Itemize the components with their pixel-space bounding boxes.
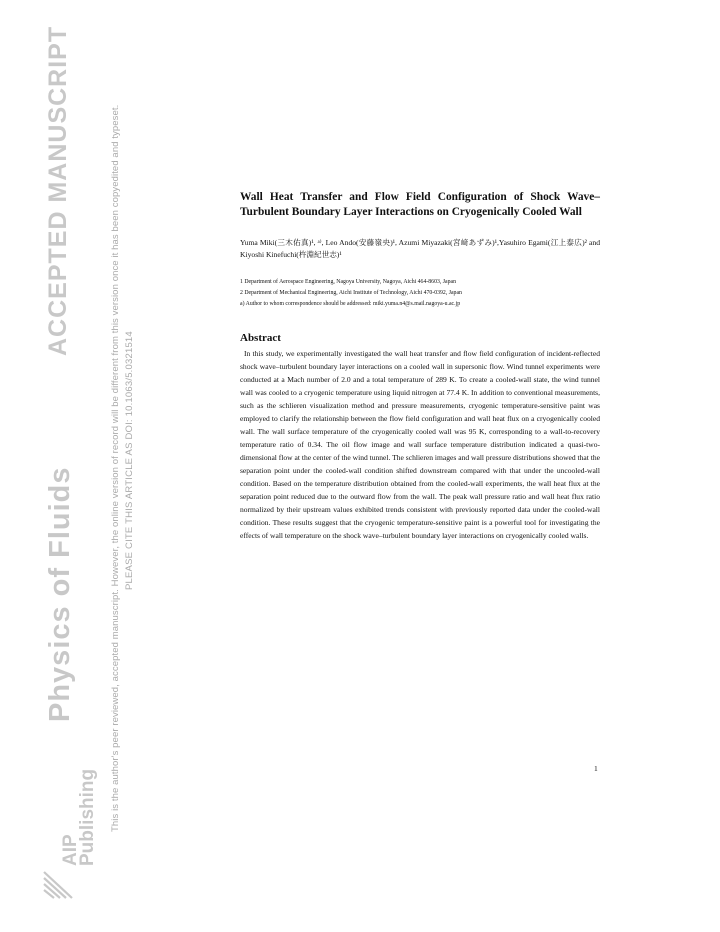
aip-wave-logo-icon (42, 864, 74, 906)
journal-name: Physics of Fluids (44, 466, 76, 722)
publisher-name (62, 769, 96, 866)
article-front-matter (240, 190, 600, 542)
page-number: 1 (594, 764, 598, 773)
affiliations (240, 277, 600, 310)
author-list: Yuma Miki(三木佑真)¹, ᵃ⁾, Leo Ando(安藤嶺央)¹, Azumi Miyazaki(宮﨑あずみ)¹,Yasuhiro Egami(江上泰広)² and Kiyoshi Kinefuchi(杵淵紀世志)¹ (240, 238, 600, 259)
article-title: Wall Heat Transfer and Flow Field Configuration of Shock Wave–Turbulent Boundary Layer Interactions on Cryogenically Cooled Wall (240, 191, 600, 218)
publisher-line-1: AIP (60, 834, 81, 866)
publisher-line-2: Publishing (77, 768, 98, 866)
affiliation-1: 1 Department of Aerospace Engineering, Nagoya University, Nagoya, Aichi 464-8603, Japan (240, 279, 456, 285)
affiliation-2: 2 Department of Mechanical Engineering, Aichi Institute of Technology, Aichi 470-0392, Japan (240, 290, 462, 296)
abstract-body: In this study, we experimentally investigated the wall heat transfer and flow field configuration of incident-reflected shock wave–turbulent boundary layer interactions on a cooled wall in supersonic flow. Wind tunnel experiments were conducted at a Mach number of 2.0 and a total temperature of 289 K. To create a cooled-wall state, the wind tunnel wall was cooled to a cryogenic temperature using liquid nitrogen at 77.4 K. In addition to conventional measurements, such as the schlieren visualization method and pressure measurements, cryogenic temperature-sensitive paint was employed to clarify the relationship between the flow field configuration and wall heat flux on a cryogenically cooled wall. The wall surface temperature of the cryogenically cooled wall was 95 K, corresponding to a wall-to-recovery temperature ratio of 0.34. The oil flow image and wall surface temperature distribution indicated a quasi-two-dimensional flow at the center of the wind tunnel. The schlieren images and wall pressure distributions showed that the separation point under the cooled-wall condition shifted downstream compared with that under the uncooled-wall condition. Based on the temperature distribution obtained from the cooled-wall experiments, the wall heat flux at the separation point reduced due to the outward flow from the wall. The peak wall pressure ratio and wall heat flux ratio normalized by their upstream values exhibited trends consistent with previously reported data under the cooled-wall condition. These results suggest that the cryogenic temperature-sensitive paint is a powerful tool for investigating the effects of wall temperature on the shock wave–turbulent boundary layer interactions on cryogenically cooled walls. (240, 349, 600, 540)
peer-review-notice: This is the author's peer reviewed, accepted manuscript. However, the online version of record will be different from this version once it has been copyedited and typeset. (110, 104, 121, 832)
abstract-heading: Abstract (240, 332, 281, 344)
doi-citation: PLEASE CITE THIS ARTICLE AS DOI: 10.1063/5.0321514 (124, 331, 135, 590)
accepted-manuscript-watermark: ACCEPTED MANUSCRIPT (44, 25, 72, 356)
corresponding-author-note: a) Author to whom correspondence should be addressed: miki.yuma.n4@s.mail.nagoya-u.ac.jp (240, 301, 461, 307)
